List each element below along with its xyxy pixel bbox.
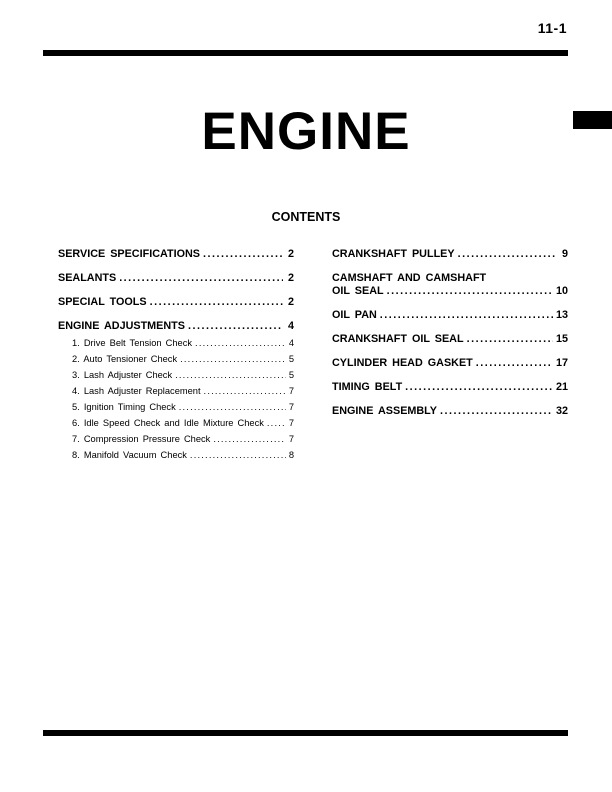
dot-leader [387,285,553,298]
toc-entry-service-specifications[interactable] [58,248,294,261]
dot-leader [203,248,283,261]
toc-entry-label: SEALANTS [58,272,117,284]
top-rule [43,50,568,56]
toc-entry-page: 21 [555,381,568,393]
toc-subentry-label: 1. Drive Belt Tension Check [72,338,193,348]
dot-leader [380,309,553,322]
toc-subentry-label: 7. Compression Pressure Check [72,434,211,444]
dot-leader [150,296,283,309]
toc-subentry-page: 7 [288,402,294,412]
toc-subentry[interactable] [72,353,294,366]
dot-leader [458,248,557,261]
toc-entry-page: 9 [561,248,568,260]
toc-entry-crankshaft-oil-seal[interactable] [332,333,568,346]
toc-subentry-page: 7 [288,418,294,428]
toc-subentry-page: 7 [288,434,294,444]
toc-entry-label: SERVICE SPECIFICATIONS [58,248,200,260]
dot-leader [119,272,283,285]
dot-leader [467,333,553,346]
toc-entry-page: 2 [287,272,294,284]
toc-entry-page: 17 [555,357,568,369]
toc-entry-label: CYLINDER HEAD GASKET [332,357,473,369]
toc-subentry[interactable] [72,369,294,382]
toc-subentry[interactable] [72,417,294,430]
toc-entry-label: CRANKSHAFT OIL SEAL [332,333,464,345]
toc-entry-label: OIL PAN [332,309,377,321]
dot-leader [440,405,553,418]
toc-subentry-page: 4 [288,338,294,348]
toc-entry-page: 4 [287,320,294,332]
toc-entry-cylinder-head-gasket[interactable] [332,357,568,370]
toc-entry-page: 15 [555,333,568,345]
toc-entry-label: ENGINE ASSEMBLY [332,405,437,417]
toc-entry-page: 10 [555,285,568,297]
toc-left-column [58,248,294,465]
toc-entry-timing-belt[interactable] [332,381,568,394]
toc-subentry-label: 5. Ignition Timing Check [72,402,176,412]
dot-leader [195,337,286,350]
dot-leader [405,381,553,394]
toc-entry-label: TIMING BELT [332,381,403,393]
page-title: ENGINE [201,102,411,161]
toc-entry-page: 2 [287,296,294,308]
dot-leader [179,401,286,414]
toc-subentry[interactable] [72,449,294,462]
toc-entry-label-line2: OIL SEAL [332,285,384,297]
page-number: 11-1 [537,20,567,36]
toc-right-column [332,248,568,429]
toc-entry-special-tools[interactable] [58,296,294,309]
dot-leader [213,433,286,446]
toc-entry-label: CRANKSHAFT PULLEY [332,248,455,260]
contents-heading: CONTENTS [271,210,341,224]
toc-entry-label: ENGINE ADJUSTMENTS [58,320,185,332]
dot-leader [476,357,553,370]
toc-subentry-label: 8. Manifold Vacuum Check [72,450,187,460]
toc-subentry-label: 2. Auto Tensioner Check [72,354,178,364]
toc-entry-label-line1: CAMSHAFT AND CAMSHAFT [332,272,487,284]
toc-subentry[interactable] [72,433,294,446]
dot-leader [204,385,286,398]
toc-entry-sealants[interactable] [58,272,294,285]
toc-entry-page: 32 [555,405,568,417]
dot-leader [267,417,286,430]
toc-entry-engine-assembly[interactable] [332,405,568,418]
toc-entry-page: 13 [555,309,568,321]
toc-subentry[interactable] [72,401,294,414]
toc-entry-oil-pan[interactable] [332,309,568,322]
toc-subentry-label: 4. Lash Adjuster Replacement [72,386,201,396]
toc-subentry-page: 8 [288,450,294,460]
toc-subentry-label: 6. Idle Speed Check and Idle Mixture Check [72,418,264,428]
toc-subentry[interactable] [72,337,294,350]
dot-leader [190,449,286,462]
toc-subentry-page: 7 [288,386,294,396]
toc-subentry-label: 3. Lash Adjuster Check [72,370,173,380]
toc-subentry[interactable] [72,385,294,398]
toc-subentry-page: 5 [288,354,294,364]
toc-entry-engine-adjustments[interactable] [58,320,294,333]
dot-leader [175,369,286,382]
toc-subentry-list [58,337,294,462]
toc-entry-page: 2 [287,248,294,260]
toc-entry-camshaft-oil-seal[interactable] [332,272,568,298]
dot-leader [180,353,286,366]
dot-leader [188,320,283,333]
toc-subentry-page: 5 [288,370,294,380]
toc-entry-crankshaft-pulley[interactable] [332,248,568,261]
toc-entry-label: SPECIAL TOOLS [58,296,147,308]
bottom-rule [43,730,568,736]
